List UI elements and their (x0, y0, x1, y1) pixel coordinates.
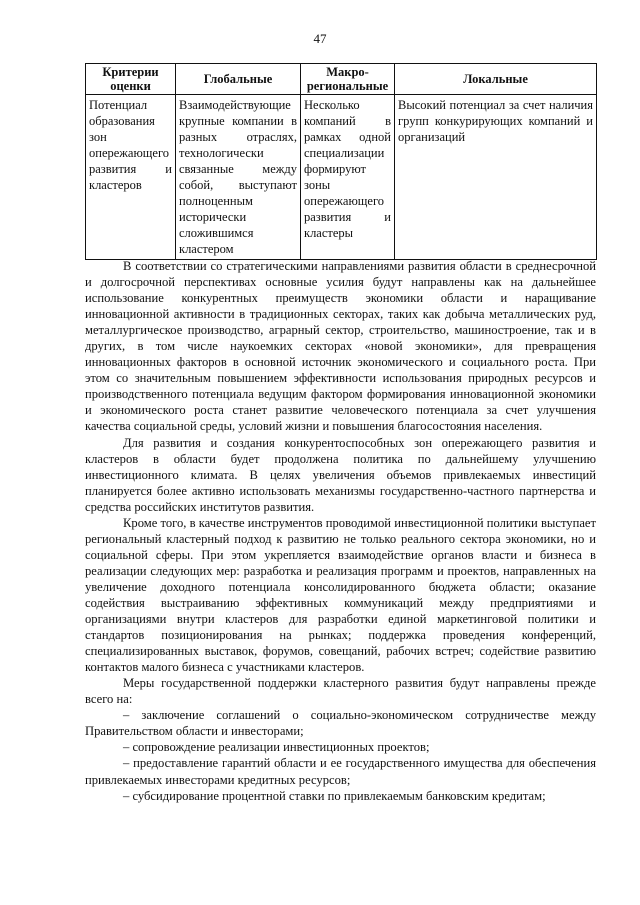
list-item: – сопровождение реализации инвестиционных проектов; (123, 740, 430, 755)
list-item: – субсидирование процентной ставки по привлекаемым банковским кредитам; (123, 788, 546, 803)
list-item: – заключение соглашений о социально-экономическом сотрудничестве между Правительством области и инвесторами; (85, 708, 596, 739)
list-item: – предоставление гарантий области и ее государственного имущества для обеспечения привлекаемых инвесторами кредитных ресурсов; (85, 756, 596, 787)
table-cell-criteria: Потенциал образования зон опережающего развития и кластеров (86, 95, 176, 260)
table-cell-global: Взаимодействующие крупные компании в разных отраслях, технологически связанные между собой, выступают полноценным исторически сложившимся кластером (176, 95, 301, 260)
table-cell-local: Высокий потенциал за счет наличия групп конкурирующих компаний и организаций (395, 95, 597, 260)
criteria-table (85, 63, 597, 260)
table-header-local: Локальные (395, 64, 597, 95)
page-number: 47 (313, 31, 327, 46)
table-header-macroregional: Макро-региональные (301, 64, 395, 95)
paragraph: Для развития и создания конкурентоспособных зон опережающего развития и кластеров в области будет продолжена политика по дальнейшему улучшению инвестиционного климата. В целях увеличения объемов привлекаемых инвестиций планируется более активно использовать механизмы государственно-частного партнерства и средства российских институтов развития. (85, 435, 596, 514)
table-header-row (86, 64, 597, 95)
paragraph: Кроме того, в качестве инструментов проводимой инвестиционной политики выступает региональный кластерный подход к развитию не только реального сектора экономики, но и социальной сферы. При этом укрепляется взаимодействие органов власти и бизнеса в реализации следующих мер: разработка и реализация программ и проектов, направленных на увеличение доходного потенциала консолидированного бюджета области; оказание содействия выстраиванию эффективных коммуникаций между предприятиями и организациями внутри кластеров для разработки единой маркетинговой политики и стандартов позиционирования на рынках; поддержка проведения конференций, специализированных выставок, форумов, совещаний, рабочих встреч; содействие развитию контактов малого бизнеса с участниками кластеров. (85, 515, 596, 675)
table-row (86, 95, 597, 260)
table-cell-macroregional: Несколько компаний в рамках одной специализации формируют зоны опережающего развития и кластеры (301, 95, 395, 260)
paragraph: В соответствии со стратегическими направлениями развития области в среднесрочной и долгосрочной перспективах основные усилия будут направлены как на дальнейшее использование конкурентных преимуществ экономики области и наращивание инновационной активности в традиционных секторах, таких как добыча металлических руд, металлургическое производство, аграрный сектор, строительство, машиностроение, так и в других, в том числе наукоемких секторах «новой экономики», для превращения инновационных факторов в основной источник экономического и социального роста. При этом со значительным повышением эффективности использования природных ресурсов и производственного потенциала ведущим фактором формирования инновационной экономики и экономического роста станет развитие человеческого потенциала за счет улучшения качества социальной среды, условий жизни и повышения благосостояния населения. (85, 259, 596, 434)
body-text (85, 258, 596, 804)
table-header-criteria: Критерии оценки (86, 64, 176, 95)
table-header-global: Глобальные (176, 64, 301, 95)
paragraph: Меры государственной поддержки кластерного развития будут направлены прежде всего на: (85, 676, 596, 707)
